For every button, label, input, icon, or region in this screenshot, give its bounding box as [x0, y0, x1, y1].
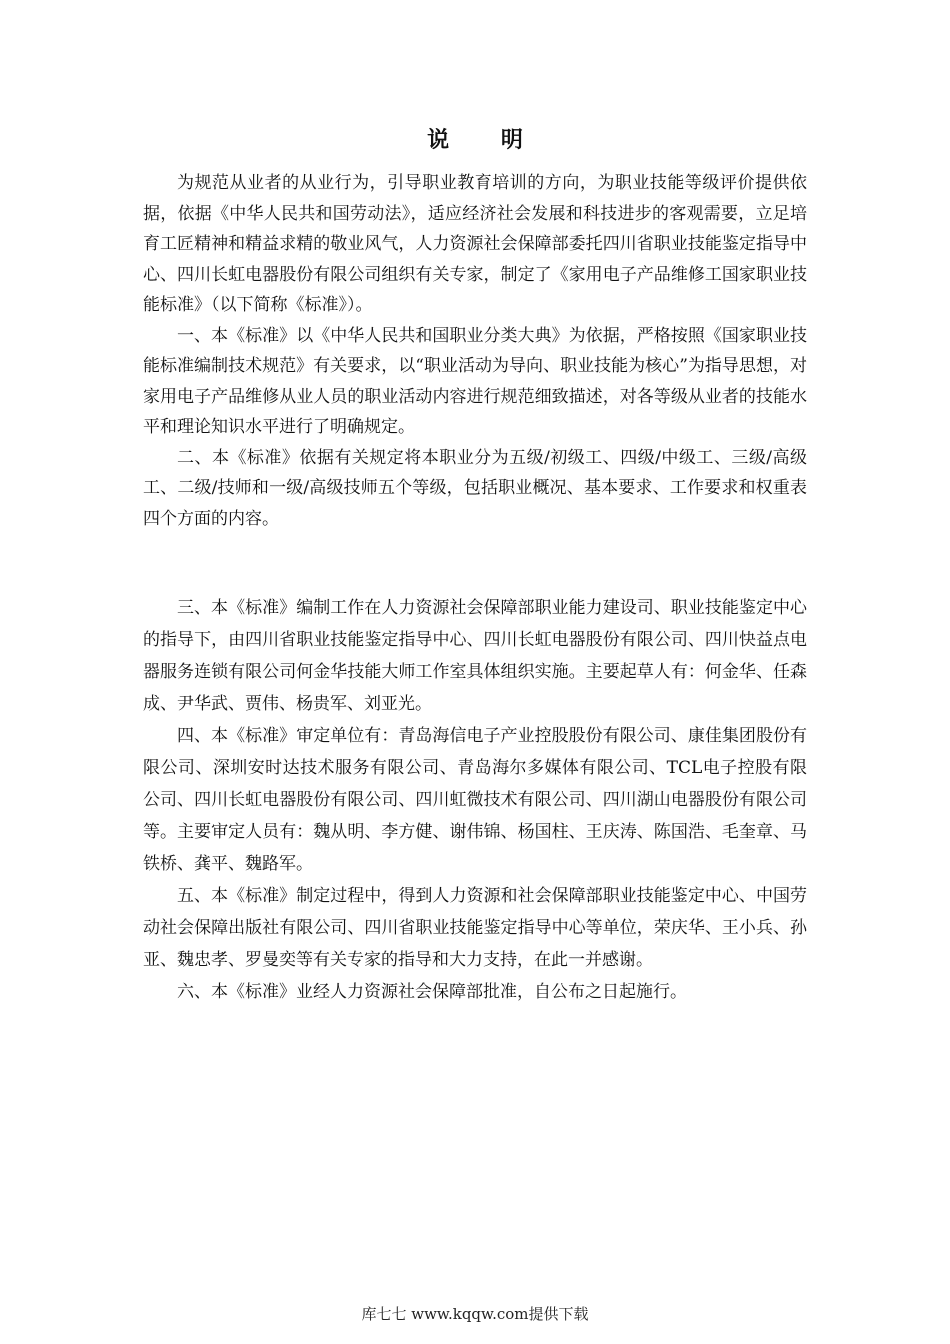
paragraph-1: 一、本《标准》以《中华人民共和国职业分类大典》为依据，严格按照《国家职业技能标准编制技术规范》有关要求，以“职业活动为导向、职业技能为核心”为指导思想，对家用电子产品维修从业人员的职业活动内容进行规范细致描述，对各等级从业者的技能水平和理论知识水平进行了明确规定。: [143, 325, 807, 437]
document-body-continued: [143, 592, 807, 1008]
paragraph-intro: 为规范从业者的从业行为，引导职业教育培训的方向，为职业技能等级评价提供依据，依据《中华人民共和国劳动法》，适应经济社会发展和科技进步的客观需要，立足培育工匠精神和精益求精的敬业风气，人力资源社会保障部委托四川省职业技能鉴定指导中心、四川长虹电器股份有限公司组织有关专家，制定了《家用电子产品维修工国家职业技能标准》（以下简称《标准》）。: [143, 173, 807, 315]
paragraph-4: 四、本《标准》审定单位有：青岛海信电子产业控股股份有限公司、康佳集团股份有限公司、深圳安时达技术服务有限公司、青岛海尔多媒体有限公司、TCL电子控股有限公司、四川长虹电器股份有限公司、四川虹微技术有限公司、四川湖山电器股份有限公司等。主要审定人员有：魏从明、李方健、谢伟锦、杨国柱、王庆涛、陈国浩、毛奎章、马铁桥、龚平、魏路军。: [143, 726, 807, 874]
paragraph-2: 二、本《标准》依据有关规定将本职业分为五级/初级工、四级/中级工、三级/高级工、二级/技师和一级/高级技师五个等级，包括职业概况、基本要求、工作要求和权重表四个方面的内容。: [143, 447, 807, 529]
paragraph-5: 五、本《标准》制定过程中，得到人力资源和社会保障部职业技能鉴定中心、中国劳动社会保障出版社有限公司、四川省职业技能鉴定指导中心等单位，荣庆华、王小兵、孙亚、魏忠孝、罗曼奕等有关专家的指导和大力支持，在此一并感谢。: [143, 886, 807, 970]
download-footer: 库七七 www.kqqw.com提供下载: [361, 1305, 589, 1323]
paragraph-3: 三、本《标准》编制工作在人力资源社会保障部职业能力建设司、职业技能鉴定中心的指导下，由四川省职业技能鉴定指导中心、四川长虹电器股份有限公司、四川快益点电器服务连锁有限公司何金华技能大师工作室具体组织实施。主要起草人有：何金华、任森成、尹华武、贾伟、杨贵军、刘亚光。: [143, 598, 807, 714]
paragraph-6: 六、本《标准》业经人力资源社会保障部批准，自公布之日起施行。: [177, 982, 687, 1002]
document-title: 说 明: [427, 127, 545, 153]
document-body: [143, 168, 807, 534]
